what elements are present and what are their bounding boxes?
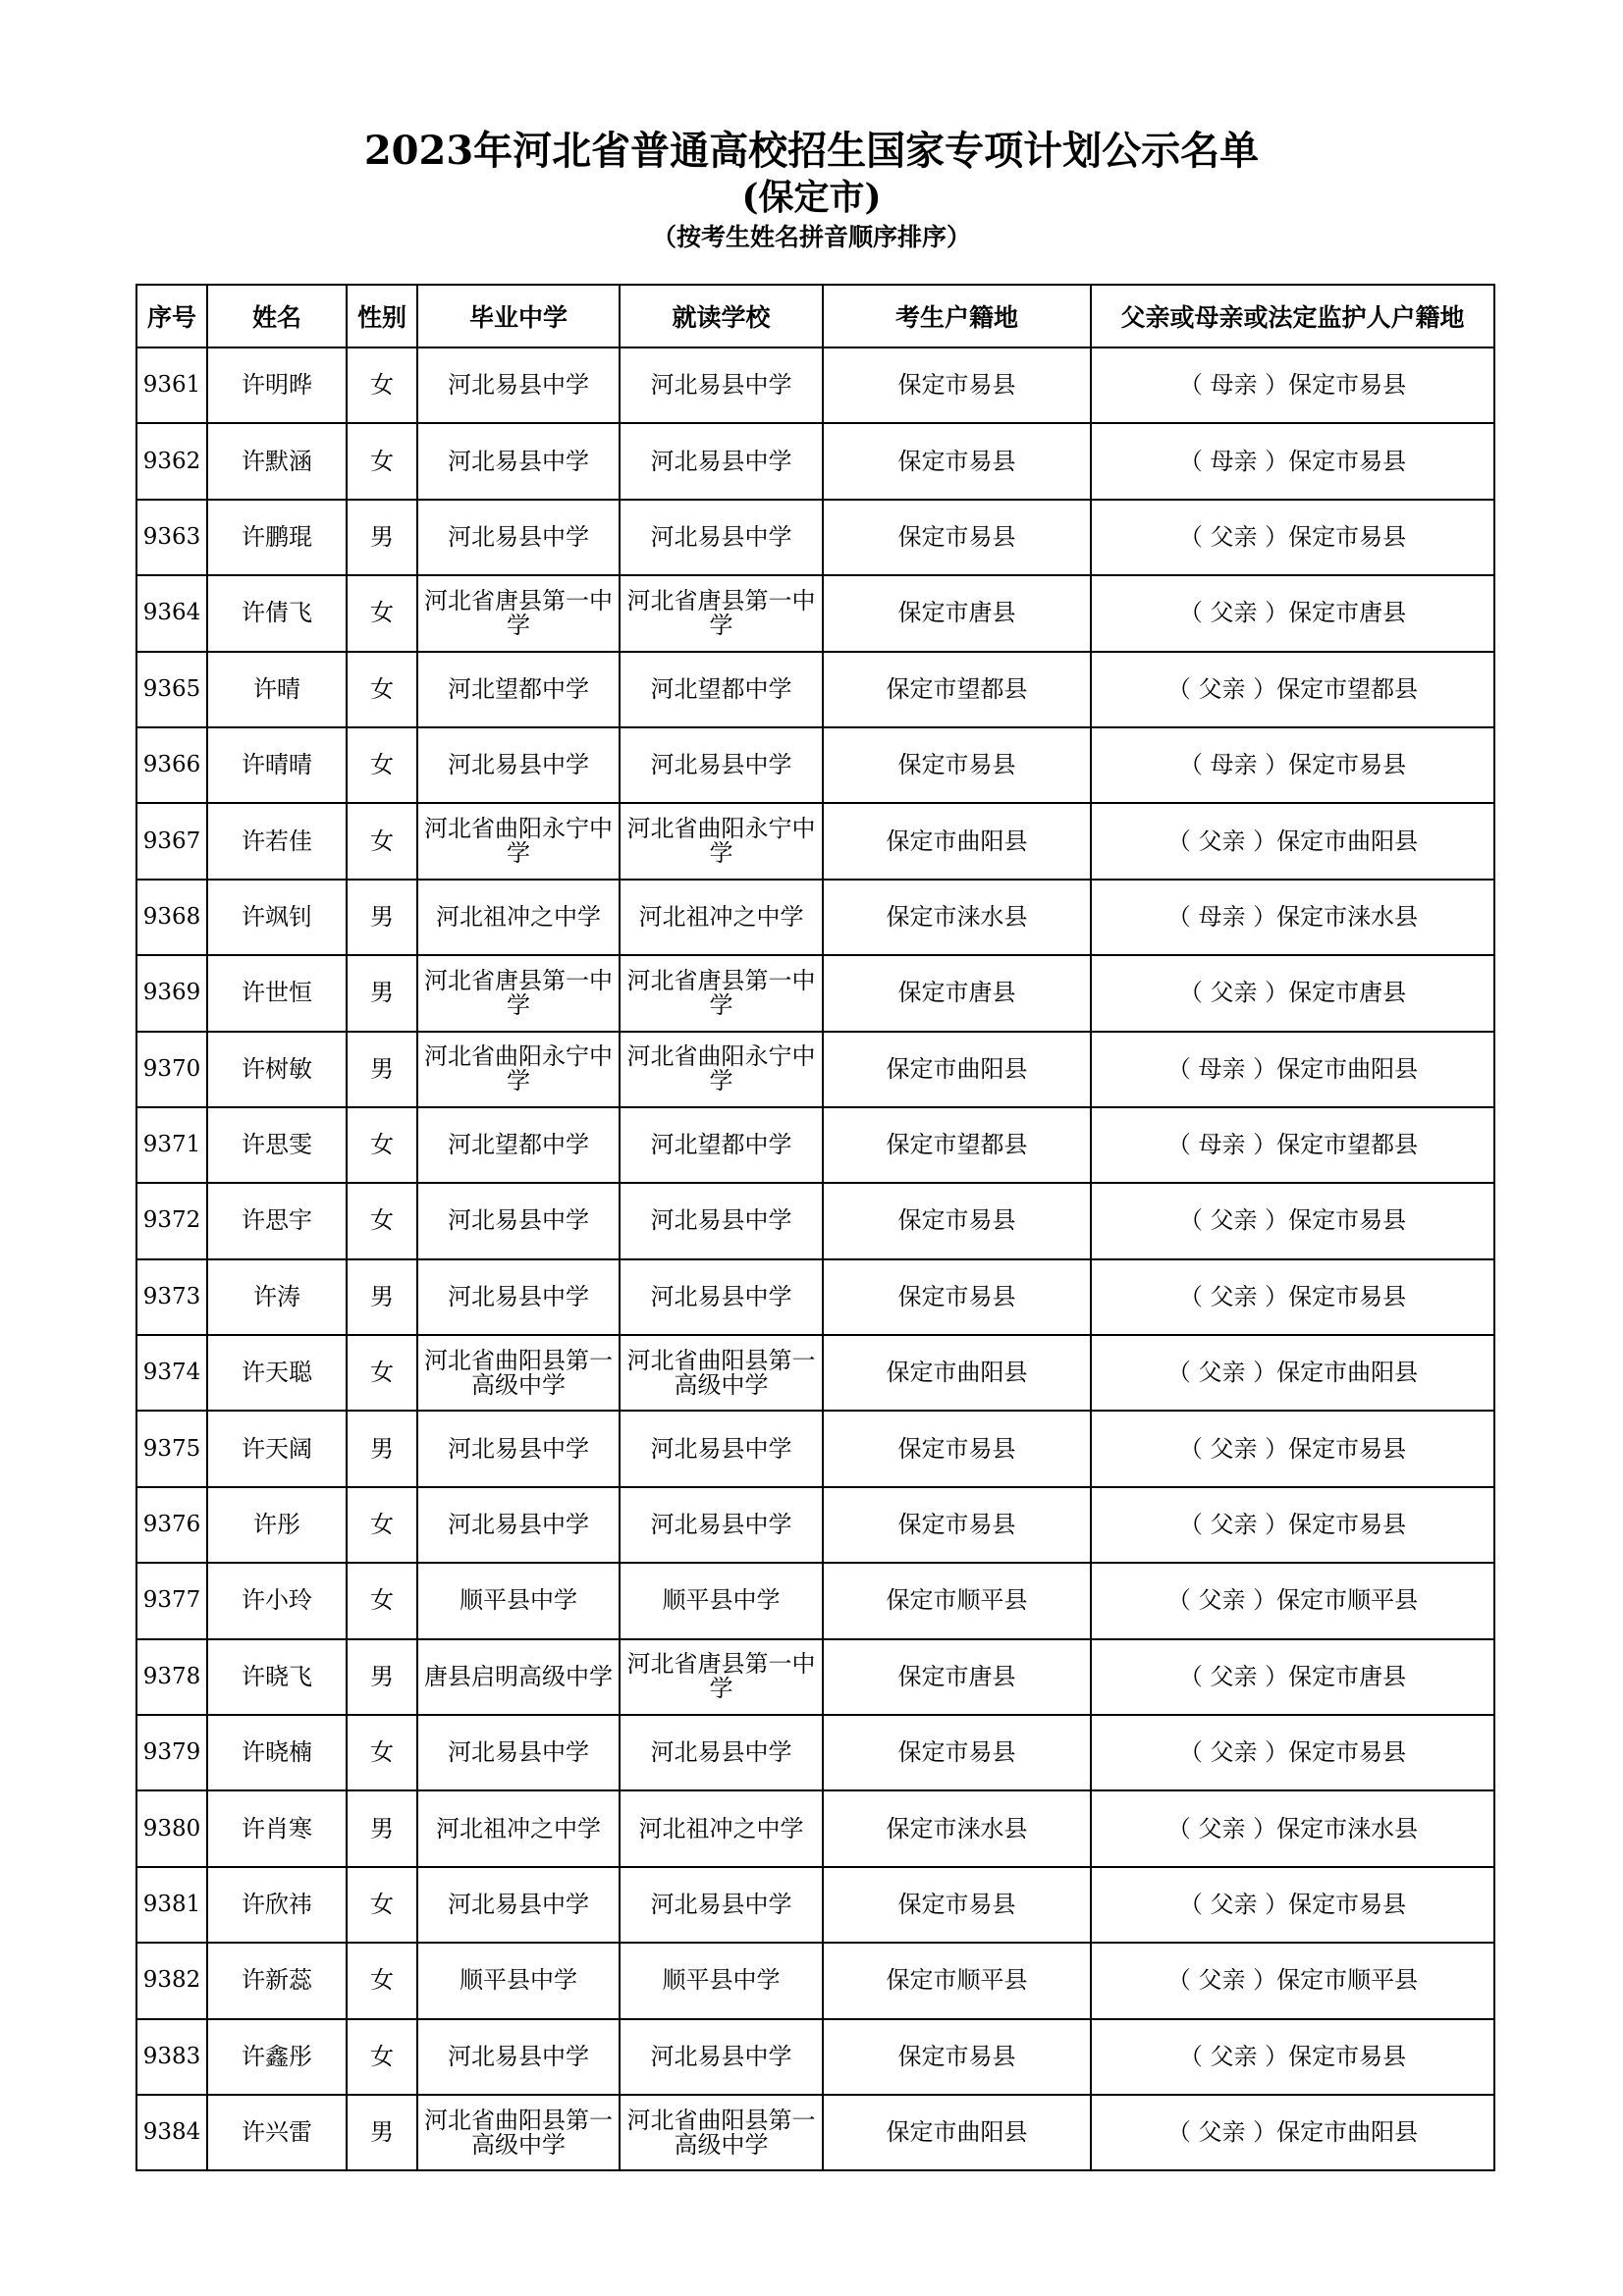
cell-graduation-school: 河北省唐县第一中学 bbox=[417, 955, 620, 1031]
cell-gender: 女 bbox=[347, 423, 417, 499]
cell-name: 许树敏 bbox=[207, 1032, 347, 1107]
cell-graduation-school: 河北易县中学 bbox=[417, 1259, 620, 1335]
cell-current-school: 顺平县中学 bbox=[620, 1563, 823, 1638]
col-header-parent-hukou: 父亲或母亲或法定监护人户籍地 bbox=[1091, 285, 1494, 347]
cell-gender: 女 bbox=[347, 347, 417, 423]
cell-parent-hukou: （ 父亲 ）保定市易县 bbox=[1091, 1487, 1494, 1563]
cell-student-hukou: 保定市涞水县 bbox=[823, 1790, 1091, 1866]
cell-graduation-school: 河北省曲阳永宁中学 bbox=[417, 1032, 620, 1107]
cell-current-school: 河北望都中学 bbox=[620, 1107, 823, 1183]
cell-current-school: 河北易县中学 bbox=[620, 347, 823, 423]
cell-current-school: 河北易县中学 bbox=[620, 423, 823, 499]
col-header-number: 序号 bbox=[136, 285, 207, 347]
cell-name: 许小玲 bbox=[207, 1563, 347, 1638]
cell-current-school: 河北易县中学 bbox=[620, 1183, 823, 1258]
table-row bbox=[136, 347, 1494, 423]
table-row bbox=[136, 1183, 1494, 1258]
cell-number: 9377 bbox=[136, 1563, 207, 1638]
cell-graduation-school: 顺平县中学 bbox=[417, 1943, 620, 2018]
cell-gender: 男 bbox=[347, 880, 417, 955]
table-body bbox=[136, 347, 1494, 2170]
cell-gender: 女 bbox=[347, 1183, 417, 1258]
cell-number: 9367 bbox=[136, 803, 207, 879]
cell-parent-hukou: （ 父亲 ）保定市曲阳县 bbox=[1091, 803, 1494, 879]
cell-name: 许彤 bbox=[207, 1487, 347, 1563]
cell-name: 许飒钊 bbox=[207, 880, 347, 955]
cell-gender: 男 bbox=[347, 1032, 417, 1107]
table-row bbox=[136, 2019, 1494, 2095]
col-header-gender: 性别 bbox=[347, 285, 417, 347]
cell-current-school: 河北易县中学 bbox=[620, 2019, 823, 2095]
cell-student-hukou: 保定市易县 bbox=[823, 1411, 1091, 1486]
cell-number: 9370 bbox=[136, 1032, 207, 1107]
roster-table bbox=[135, 284, 1495, 2171]
cell-gender: 男 bbox=[347, 1259, 417, 1335]
cell-name: 许倩飞 bbox=[207, 575, 347, 651]
cell-student-hukou: 保定市曲阳县 bbox=[823, 1335, 1091, 1411]
cell-number: 9382 bbox=[136, 1943, 207, 2018]
cell-student-hukou: 保定市唐县 bbox=[823, 575, 1091, 651]
cell-current-school: 河北省唐县第一中学 bbox=[620, 1639, 823, 1715]
table-row bbox=[136, 955, 1494, 1031]
cell-graduation-school: 河北祖冲之中学 bbox=[417, 1790, 620, 1866]
col-header-current-school: 就读学校 bbox=[620, 285, 823, 347]
cell-number: 9363 bbox=[136, 500, 207, 575]
table-row bbox=[136, 1411, 1494, 1486]
table-row bbox=[136, 1563, 1494, 1638]
cell-student-hukou: 保定市易县 bbox=[823, 347, 1091, 423]
cell-gender: 女 bbox=[347, 1563, 417, 1638]
cell-student-hukou: 保定市易县 bbox=[823, 423, 1091, 499]
cell-parent-hukou: （ 母亲 ）保定市易县 bbox=[1091, 727, 1494, 803]
cell-parent-hukou: （ 父亲 ）保定市易县 bbox=[1091, 1183, 1494, 1258]
cell-name: 许肖寒 bbox=[207, 1790, 347, 1866]
document-header bbox=[0, 126, 1623, 253]
cell-name: 许涛 bbox=[207, 1259, 347, 1335]
cell-student-hukou: 保定市顺平县 bbox=[823, 1943, 1091, 2018]
cell-gender: 女 bbox=[347, 575, 417, 651]
cell-number: 9379 bbox=[136, 1715, 207, 1790]
cell-current-school: 河北易县中学 bbox=[620, 500, 823, 575]
cell-student-hukou: 保定市涞水县 bbox=[823, 880, 1091, 955]
cell-parent-hukou: （ 母亲 ）保定市易县 bbox=[1091, 423, 1494, 499]
cell-number: 9381 bbox=[136, 1867, 207, 1943]
col-header-student-hukou: 考生户籍地 bbox=[823, 285, 1091, 347]
document-title: 2023年河北省普通高校招生国家专项计划公示名单 bbox=[363, 128, 1260, 174]
col-header-name: 姓名 bbox=[207, 285, 347, 347]
cell-parent-hukou: （ 母亲 ）保定市曲阳县 bbox=[1091, 1032, 1494, 1107]
table-row bbox=[136, 1715, 1494, 1790]
cell-gender: 女 bbox=[347, 1487, 417, 1563]
cell-parent-hukou: （ 父亲 ）保定市易县 bbox=[1091, 2019, 1494, 2095]
table-row bbox=[136, 1487, 1494, 1563]
cell-current-school: 河北省曲阳县第一高级中学 bbox=[620, 2095, 823, 2170]
cell-graduation-school: 河北易县中学 bbox=[417, 500, 620, 575]
cell-parent-hukou: （ 母亲 ）保定市易县 bbox=[1091, 347, 1494, 423]
cell-number: 9383 bbox=[136, 2019, 207, 2095]
table-row bbox=[136, 1943, 1494, 2018]
cell-gender: 女 bbox=[347, 1867, 417, 1943]
cell-graduation-school: 河北易县中学 bbox=[417, 1867, 620, 1943]
cell-current-school: 河北易县中学 bbox=[620, 1411, 823, 1486]
cell-parent-hukou: （ 母亲 ）保定市望都县 bbox=[1091, 1107, 1494, 1183]
cell-parent-hukou: （ 父亲 ）保定市唐县 bbox=[1091, 955, 1494, 1031]
cell-graduation-school: 河北易县中学 bbox=[417, 1487, 620, 1563]
cell-name: 许晴 bbox=[207, 652, 347, 727]
cell-number: 9361 bbox=[136, 347, 207, 423]
cell-graduation-school: 河北省曲阳县第一高级中学 bbox=[417, 2095, 620, 2170]
cell-name: 许晓楠 bbox=[207, 1715, 347, 1790]
cell-current-school: 河北易县中学 bbox=[620, 1867, 823, 1943]
cell-name: 许思雯 bbox=[207, 1107, 347, 1183]
table-row bbox=[136, 575, 1494, 651]
cell-parent-hukou: （ 父亲 ）保定市涞水县 bbox=[1091, 1790, 1494, 1866]
cell-number: 9366 bbox=[136, 727, 207, 803]
cell-name: 许思宇 bbox=[207, 1183, 347, 1258]
cell-student-hukou: 保定市望都县 bbox=[823, 1107, 1091, 1183]
cell-name: 许欣祎 bbox=[207, 1867, 347, 1943]
cell-parent-hukou: （ 父亲 ）保定市易县 bbox=[1091, 500, 1494, 575]
cell-graduation-school: 河北省曲阳永宁中学 bbox=[417, 803, 620, 879]
cell-gender: 男 bbox=[347, 955, 417, 1031]
cell-number: 9374 bbox=[136, 1335, 207, 1411]
cell-parent-hukou: （ 父亲 ）保定市易县 bbox=[1091, 1259, 1494, 1335]
table-row bbox=[136, 652, 1494, 727]
cell-student-hukou: 保定市易县 bbox=[823, 1867, 1091, 1943]
cell-graduation-school: 唐县启明高级中学 bbox=[417, 1639, 620, 1715]
cell-name: 许晓飞 bbox=[207, 1639, 347, 1715]
cell-current-school: 河北易县中学 bbox=[620, 727, 823, 803]
cell-graduation-school: 河北易县中学 bbox=[417, 1411, 620, 1486]
table-row bbox=[136, 1639, 1494, 1715]
cell-current-school: 河北望都中学 bbox=[620, 652, 823, 727]
cell-graduation-school: 顺平县中学 bbox=[417, 1563, 620, 1638]
cell-number: 9376 bbox=[136, 1487, 207, 1563]
cell-student-hukou: 保定市易县 bbox=[823, 1259, 1091, 1335]
cell-student-hukou: 保定市易县 bbox=[823, 1487, 1091, 1563]
cell-gender: 男 bbox=[347, 500, 417, 575]
cell-name: 许晴晴 bbox=[207, 727, 347, 803]
cell-number: 9362 bbox=[136, 423, 207, 499]
cell-graduation-school: 河北望都中学 bbox=[417, 652, 620, 727]
cell-graduation-school: 河北易县中学 bbox=[417, 1183, 620, 1258]
cell-graduation-school: 河北省唐县第一中学 bbox=[417, 575, 620, 651]
cell-name: 许若佳 bbox=[207, 803, 347, 879]
cell-gender: 男 bbox=[347, 1639, 417, 1715]
cell-number: 9368 bbox=[136, 880, 207, 955]
table-row bbox=[136, 1867, 1494, 1943]
cell-name: 许默涵 bbox=[207, 423, 347, 499]
table-row bbox=[136, 880, 1494, 955]
cell-graduation-school: 河北易县中学 bbox=[417, 727, 620, 803]
cell-current-school: 河北省曲阳县第一高级中学 bbox=[620, 1335, 823, 1411]
cell-name: 许新蕊 bbox=[207, 1943, 347, 2018]
cell-current-school: 河北省唐县第一中学 bbox=[620, 955, 823, 1031]
cell-student-hukou: 保定市曲阳县 bbox=[823, 1032, 1091, 1107]
table-row bbox=[136, 500, 1494, 575]
cell-current-school: 河北易县中学 bbox=[620, 1259, 823, 1335]
cell-current-school: 河北省曲阳永宁中学 bbox=[620, 1032, 823, 1107]
cell-parent-hukou: （ 父亲 ）保定市易县 bbox=[1091, 1715, 1494, 1790]
table-row bbox=[136, 1259, 1494, 1335]
cell-name: 许天聪 bbox=[207, 1335, 347, 1411]
cell-name: 许鹏琨 bbox=[207, 500, 347, 575]
cell-graduation-school: 河北易县中学 bbox=[417, 423, 620, 499]
sort-note: （按考生姓名拼音顺序排序） bbox=[651, 223, 971, 251]
cell-gender: 男 bbox=[347, 1411, 417, 1486]
cell-number: 9375 bbox=[136, 1411, 207, 1486]
cell-student-hukou: 保定市望都县 bbox=[823, 652, 1091, 727]
cell-parent-hukou: （ 母亲 ）保定市涞水县 bbox=[1091, 880, 1494, 955]
cell-current-school: 河北省唐县第一中学 bbox=[620, 575, 823, 651]
cell-gender: 女 bbox=[347, 803, 417, 879]
cell-gender: 女 bbox=[347, 2019, 417, 2095]
cell-number: 9380 bbox=[136, 1790, 207, 1866]
cell-number: 9371 bbox=[136, 1107, 207, 1183]
cell-number: 9364 bbox=[136, 575, 207, 651]
cell-gender: 男 bbox=[347, 2095, 417, 2170]
cell-name: 许天阔 bbox=[207, 1411, 347, 1486]
cell-number: 9384 bbox=[136, 2095, 207, 2170]
cell-gender: 女 bbox=[347, 1107, 417, 1183]
cell-current-school: 河北祖冲之中学 bbox=[620, 880, 823, 955]
cell-gender: 女 bbox=[347, 652, 417, 727]
cell-number: 9372 bbox=[136, 1183, 207, 1258]
cell-parent-hukou: （ 父亲 ）保定市易县 bbox=[1091, 1411, 1494, 1486]
cell-number: 9369 bbox=[136, 955, 207, 1031]
cell-student-hukou: 保定市易县 bbox=[823, 2019, 1091, 2095]
table-row bbox=[136, 1790, 1494, 1866]
cell-current-school: 顺平县中学 bbox=[620, 1943, 823, 2018]
table-row bbox=[136, 727, 1494, 803]
cell-name: 许鑫彤 bbox=[207, 2019, 347, 2095]
cell-number: 9365 bbox=[136, 652, 207, 727]
cell-graduation-school: 河北望都中学 bbox=[417, 1107, 620, 1183]
cell-graduation-school: 河北易县中学 bbox=[417, 2019, 620, 2095]
cell-student-hukou: 保定市易县 bbox=[823, 727, 1091, 803]
cell-name: 许世恒 bbox=[207, 955, 347, 1031]
cell-parent-hukou: （ 父亲 ）保定市曲阳县 bbox=[1091, 2095, 1494, 2170]
cell-parent-hukou: （ 父亲 ）保定市曲阳县 bbox=[1091, 1335, 1494, 1411]
header-row bbox=[136, 285, 1494, 347]
cell-gender: 女 bbox=[347, 1715, 417, 1790]
cell-name: 许兴雷 bbox=[207, 2095, 347, 2170]
cell-student-hukou: 保定市顺平县 bbox=[823, 1563, 1091, 1638]
cell-parent-hukou: （ 父亲 ）保定市望都县 bbox=[1091, 652, 1494, 727]
cell-parent-hukou: （ 父亲 ）保定市顺平县 bbox=[1091, 1563, 1494, 1638]
cell-student-hukou: 保定市唐县 bbox=[823, 1639, 1091, 1715]
cell-graduation-school: 河北祖冲之中学 bbox=[417, 880, 620, 955]
cell-student-hukou: 保定市曲阳县 bbox=[823, 2095, 1091, 2170]
cell-student-hukou: 保定市易县 bbox=[823, 1715, 1091, 1790]
cell-student-hukou: 保定市易县 bbox=[823, 500, 1091, 575]
cell-parent-hukou: （ 父亲 ）保定市顺平县 bbox=[1091, 1943, 1494, 2018]
cell-student-hukou: 保定市曲阳县 bbox=[823, 803, 1091, 879]
cell-current-school: 河北易县中学 bbox=[620, 1487, 823, 1563]
cell-graduation-school: 河北易县中学 bbox=[417, 347, 620, 423]
table-row bbox=[136, 423, 1494, 499]
cell-student-hukou: 保定市唐县 bbox=[823, 955, 1091, 1031]
col-header-graduation-school: 毕业中学 bbox=[417, 285, 620, 347]
cell-gender: 男 bbox=[347, 1790, 417, 1866]
cell-graduation-school: 河北易县中学 bbox=[417, 1715, 620, 1790]
cell-current-school: 河北祖冲之中学 bbox=[620, 1790, 823, 1866]
table-row bbox=[136, 1335, 1494, 1411]
cell-gender: 女 bbox=[347, 727, 417, 803]
table-row bbox=[136, 1032, 1494, 1107]
cell-number: 9378 bbox=[136, 1639, 207, 1715]
cell-name: 许明晔 bbox=[207, 347, 347, 423]
table-row bbox=[136, 1107, 1494, 1183]
cell-number: 9373 bbox=[136, 1259, 207, 1335]
cell-parent-hukou: （ 父亲 ）保定市易县 bbox=[1091, 1867, 1494, 1943]
cell-parent-hukou: （ 父亲 ）保定市唐县 bbox=[1091, 575, 1494, 651]
document-subtitle: (保定市) bbox=[741, 177, 882, 218]
table-row bbox=[136, 2095, 1494, 2170]
cell-gender: 女 bbox=[347, 1943, 417, 2018]
cell-graduation-school: 河北省曲阳县第一高级中学 bbox=[417, 1335, 620, 1411]
cell-student-hukou: 保定市易县 bbox=[823, 1183, 1091, 1258]
cell-current-school: 河北易县中学 bbox=[620, 1715, 823, 1790]
table-row bbox=[136, 803, 1494, 879]
cell-parent-hukou: （ 父亲 ）保定市唐县 bbox=[1091, 1639, 1494, 1715]
cell-gender: 女 bbox=[347, 1335, 417, 1411]
cell-current-school: 河北省曲阳永宁中学 bbox=[620, 803, 823, 879]
